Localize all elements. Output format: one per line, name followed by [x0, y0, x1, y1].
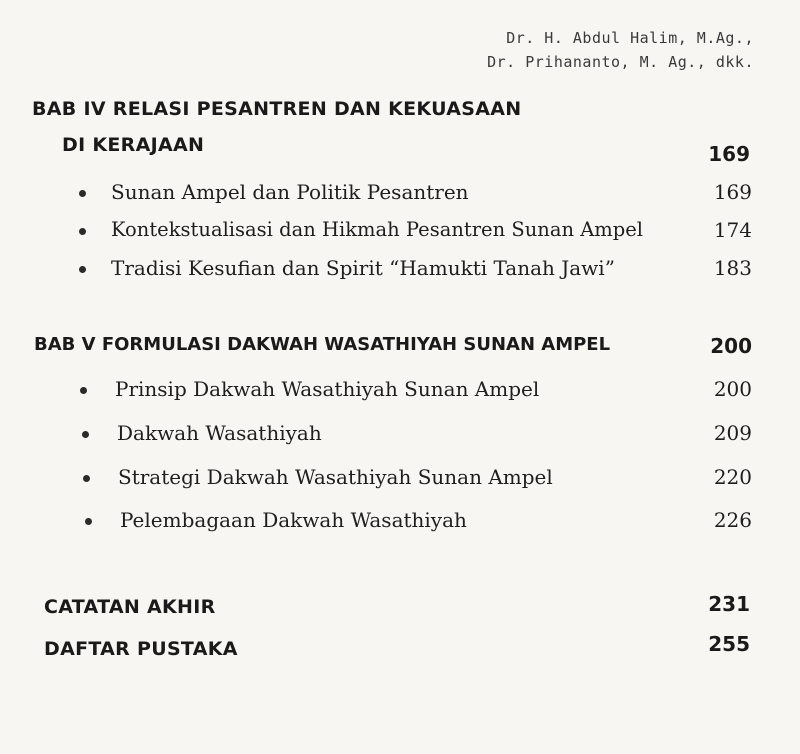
chapter-4-page: 169 [708, 142, 750, 166]
chapter-5-page: 200 [710, 334, 752, 358]
chapter-5-title: BAB V FORMULASI DAKWAH WASATHIYAH SUNAN AMPEL [34, 334, 611, 355]
chapter-4-item-1-label: Sunan Ampel dan Politik Pesantren [111, 180, 469, 204]
chapter-5-item-2-page: 209 [713, 421, 752, 445]
chapter-5-item-4-label: Pelembagaan Dakwah Wasathiyah [120, 508, 467, 532]
endnotes-heading: CATATAN AKHIR [44, 596, 216, 618]
bullet-icon [85, 518, 92, 525]
chapter-4-item-2-label: Kontekstualisasi dan Hikmah Pesantren Sunan Ampel [111, 218, 644, 241]
chapter-5-item-2-label: Dakwah Wasathiyah [117, 421, 322, 445]
chapter-4-item-3-page: 183 [713, 256, 752, 280]
bullet-icon [79, 190, 86, 197]
endnotes-page: 231 [708, 592, 750, 616]
chapter-4-item-2-page: 174 [713, 218, 752, 242]
bullet-icon [80, 387, 87, 394]
bullet-icon [79, 266, 86, 273]
author-line-2: Dr. Prihananto, M. Ag., dkk. [487, 53, 754, 71]
author-line-1: Dr. H. Abdul Halim, M.Ag., [506, 29, 754, 47]
chapter-5-item-3-label: Strategi Dakwah Wasathiyah Sunan Ampel [118, 465, 553, 489]
bullet-icon [82, 431, 89, 438]
chapter-5-item-3-page: 220 [713, 465, 752, 489]
bibliography-heading: DAFTAR PUSTAKA [44, 638, 238, 660]
chapter-4-title-line-1: BAB IV RELASI PESANTREN DAN KEKUASAAN [32, 98, 522, 120]
bibliography-page: 255 [708, 632, 750, 656]
bullet-icon [79, 228, 86, 235]
chapter-5-item-1-page: 200 [713, 377, 752, 401]
running-header-authors [487, 26, 754, 74]
chapter-4-item-1-page: 169 [713, 180, 752, 204]
chapter-5-item-1-label: Prinsip Dakwah Wasathiyah Sunan Ampel [115, 377, 540, 401]
chapter-5-item-4-page: 226 [713, 508, 752, 532]
chapter-4-item-3-label: Tradisi Kesufian dan Spirit “Hamukti Tanah Jawi” [111, 256, 615, 280]
chapter-4-title-line-2: DI KERAJAAN [62, 134, 205, 156]
bullet-icon [83, 475, 90, 482]
